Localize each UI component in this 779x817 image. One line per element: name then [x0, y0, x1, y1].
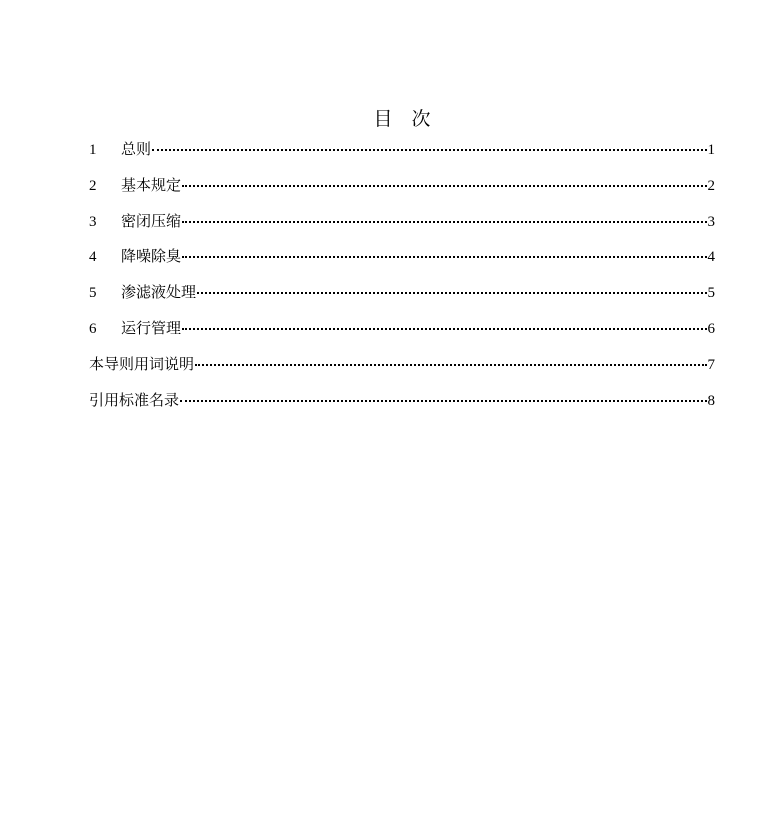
toc-entry[interactable]: [89, 390, 715, 426]
toc-entry-page: 7: [707, 356, 715, 373]
toc-entry[interactable]: [89, 175, 715, 211]
toc-title: 目 次: [373, 108, 431, 130]
toc-entry-page: 4: [707, 249, 715, 266]
toc-entry-label: 引用标准名录: [89, 390, 180, 409]
toc-entry[interactable]: [89, 318, 715, 354]
toc-entry[interactable]: [89, 246, 715, 282]
toc-entry-label: 运行管理: [121, 318, 182, 337]
dot-leader: [182, 185, 706, 187]
toc-entry-number: 2: [89, 177, 97, 194]
toc-entry-number: 1: [89, 142, 97, 158]
table-of-contents: [89, 139, 715, 425]
toc-entry-label: 降噪除臭: [121, 247, 182, 266]
dot-leader: [180, 400, 706, 402]
toc-entry[interactable]: [89, 211, 715, 247]
toc-entry-label: 基本规定: [121, 175, 182, 194]
toc-entry-page: 6: [707, 320, 715, 337]
toc-entry-page: 2: [707, 177, 715, 194]
toc-entry[interactable]: [89, 282, 715, 318]
dot-leader: [182, 221, 706, 223]
dot-leader: [182, 328, 706, 330]
toc-entry-label: 密闭压缩: [121, 211, 182, 230]
toc-entry-page: 8: [707, 392, 715, 409]
toc-entry-label: 总则: [121, 140, 152, 158]
toc-entry-page: 5: [707, 285, 715, 302]
toc-entry[interactable]: [89, 139, 715, 175]
dot-leader: [182, 256, 706, 258]
toc-entry-number: 5: [89, 285, 97, 302]
dot-leader: [195, 364, 706, 366]
toc-entry-label: 本导则用词说明: [89, 354, 195, 373]
toc-entry[interactable]: [89, 354, 715, 390]
toc-entry-label: 渗滤液处理: [121, 283, 197, 302]
toc-entry-number: 3: [89, 213, 97, 230]
toc-entry-page: 3: [707, 213, 715, 230]
toc-entry-number: 6: [89, 320, 97, 337]
toc-entry-page: 1: [707, 142, 715, 158]
dot-leader: [152, 149, 706, 151]
dot-leader: [197, 292, 706, 294]
toc-entry-number: 4: [89, 249, 97, 266]
